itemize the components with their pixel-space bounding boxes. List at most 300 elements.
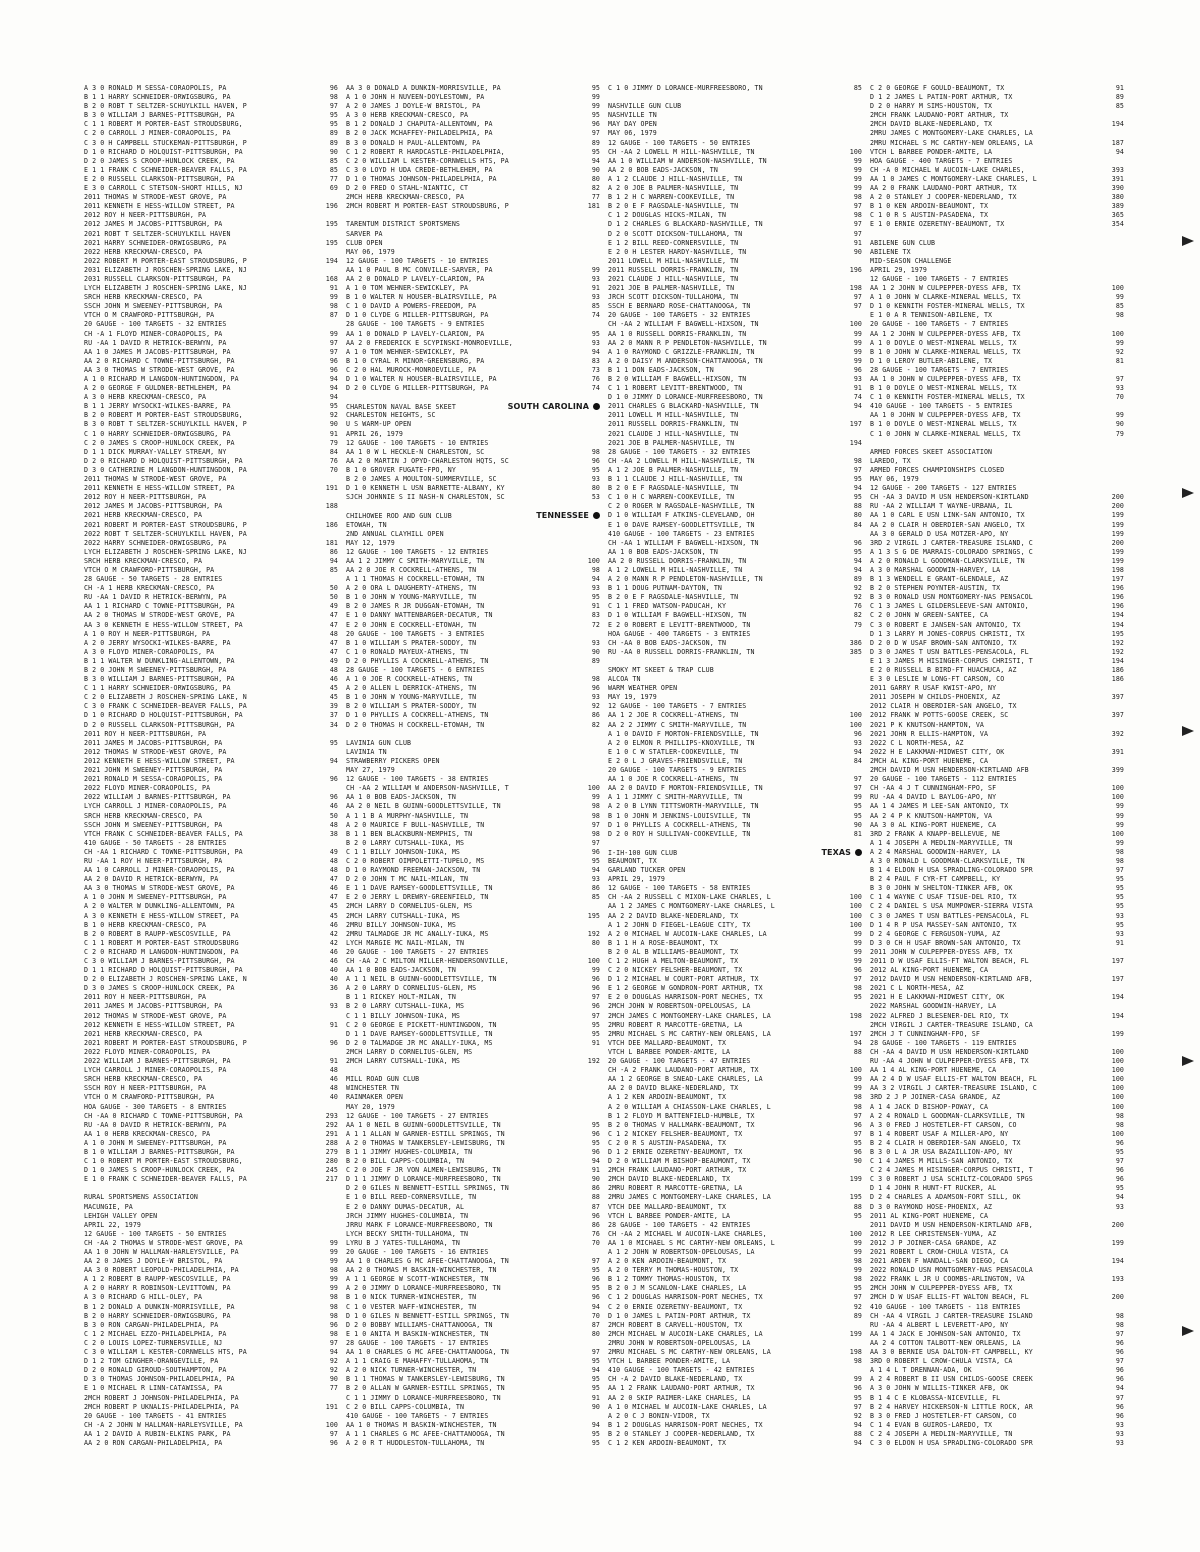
entry-text: C 1 2 ROBERT R HARDCASTLE-PHILADELPHIA,: [346, 147, 505, 156]
result-line: [84, 384, 338, 393]
score: 217: [325, 1175, 338, 1184]
score: 42: [329, 929, 338, 938]
result-line: [608, 157, 862, 166]
blank-line: [346, 1066, 600, 1075]
entry-text: A 2 0 JOE B PALMER-NASHVILLE, TN: [608, 184, 739, 193]
entry-text: RAINMAKER OPEN: [346, 1093, 403, 1102]
entry-text: C 1 0 RONALD MAYEUX-ATHENS, TN: [346, 647, 469, 656]
result-line: [608, 266, 862, 275]
score: 200: [1111, 538, 1124, 547]
result-line: [84, 948, 338, 957]
entry-text: C 1 1 ROBERT M PORTER-EAST STROUDSBURG: [84, 938, 239, 947]
score: 95: [1115, 875, 1124, 884]
score: 87: [591, 1202, 600, 1211]
result-line: [870, 684, 1124, 693]
entry-text: B 1 1 THOMAS W TANKERSLEY-LEWISBURG, TN: [346, 1375, 505, 1384]
score: 94: [329, 384, 338, 393]
result-line: [608, 1330, 862, 1339]
entry-text: 2MCH ROBERT M PORTER-EAST STROUDSBURG, P: [346, 202, 509, 211]
score: 95: [1115, 1184, 1124, 1193]
result-line: [346, 984, 600, 993]
result-line: [870, 1221, 1124, 1230]
result-line: [608, 939, 862, 948]
entry-text: B 2 0 JOHN M SWEENEY-PITTSBURGH, PA: [84, 666, 227, 674]
entry-text: E 2 0 JOHN E COCKRELL-ETOWAH, TN: [346, 620, 477, 629]
score: 100: [1111, 1066, 1124, 1075]
score: 99: [1115, 411, 1124, 420]
result-line: [870, 1439, 1124, 1448]
entry-text: AA 2 0 DAVID BLAKE-NEDERLAND, TX: [608, 1084, 739, 1093]
score: 94: [329, 756, 338, 765]
entry-text: B 1 0 WILLIAM S PRATER-SODDY, TN: [346, 638, 477, 647]
result-line: [870, 1002, 1124, 1011]
score: 99: [591, 102, 600, 111]
score: 48: [329, 856, 338, 865]
entry-text: AA 1 0 HERB KRECKMAN-CRESCO, PA: [84, 1129, 211, 1138]
score: 70: [591, 1238, 600, 1247]
entry-text: C 2 0 GEORGE F GOULD-BEAUMONT, TX: [870, 84, 1005, 92]
result-line: [84, 793, 338, 802]
result-line: [84, 702, 338, 711]
entry-text: B 2 0 BILL CAPPS-COLUMBIA, TN: [346, 1157, 465, 1166]
result-line: [84, 339, 338, 348]
score: 280: [325, 1157, 338, 1166]
score: 96: [329, 1038, 338, 1047]
entry-text: 2022 FLOYD MINER-CORAOPOLIS, PA: [84, 1047, 211, 1056]
result-line: [346, 1121, 600, 1130]
score: 47: [329, 893, 338, 902]
score: 95: [329, 402, 338, 411]
result-line: [84, 1366, 338, 1375]
result-line: [870, 802, 1124, 811]
entry-text: AA 3 2 VIRGIL J CARTER-TREASURE ISLAND, C: [870, 1084, 1037, 1093]
score: 292: [325, 1120, 338, 1129]
entry-text: SJCH JOHNNIE S II NASH-N CHARLESTON, SC: [346, 493, 505, 502]
entry-text: B 3 0 L A JR USA BAZAILLION-APO, NY: [870, 1147, 1013, 1156]
result-line: [84, 975, 338, 984]
entry-text: D 2 0 RUSSELL CLARKSON-PITTSBURGH, PA: [84, 720, 235, 729]
score: 97: [853, 202, 862, 211]
entry-text: 2MCH ROBERT J JOHNSON-PHILADELPHIA, PA: [84, 1393, 239, 1402]
result-line: [870, 1148, 1124, 1157]
entry-text: APRIL 26, 1979: [346, 429, 403, 438]
score: 98: [329, 1293, 338, 1302]
result-line: [608, 1248, 862, 1257]
result-line: [84, 666, 338, 675]
score: 100: [849, 1066, 862, 1075]
result-line: [84, 148, 338, 157]
result-line: [84, 1257, 338, 1266]
entry-text: 28 GAUGE - 100 TARGETS - 17 ENTRIES: [346, 1338, 489, 1347]
result-line: [608, 912, 862, 921]
result-line: [870, 148, 1124, 157]
result-line: [870, 1430, 1124, 1439]
club-header-line: [608, 848, 862, 857]
entry-text: 2012 DAVID M USN HENDERSON-KIRTLAND AFB,: [870, 975, 1033, 984]
entry-text: 2MRU MICHAEL S MC CARTHY-NEW ORLEANS, LA: [608, 1029, 771, 1038]
entry-text: A 1 0 TOM WEHNER-SEWICKLEY, PA: [346, 347, 469, 356]
result-line: [870, 320, 1124, 329]
entry-text: AA 1 0 DONALD P LAVELY-CLARION, PA: [346, 329, 485, 338]
entry-text: ARMED FORCES SKEET ASSOCIATION: [870, 447, 993, 456]
arrow-mark: [1182, 1326, 1194, 1336]
entry-text: E 3 0 CARROLL C STETSON-SHORT HILLS, NJ: [84, 184, 243, 193]
result-line: [870, 211, 1124, 220]
score: 390: [1111, 184, 1124, 193]
entry-text: C 2 0 R S AUSTIN-PASADENA, TX: [608, 1138, 727, 1147]
entry-text: A 1 1 CRAIG E MAHAFFY-TULLAHOMA, TN: [346, 1357, 489, 1366]
entry-text: 12 GAUGE - 100 TARGETS - 58 ENTRIES: [608, 884, 751, 893]
score: 94: [591, 866, 600, 875]
entry-text: 3RD 2 FRANK A KNAPP-BELLEVUE, NE: [870, 829, 1001, 838]
result-line: [870, 1330, 1124, 1339]
score: 196: [325, 202, 338, 211]
result-line: [608, 166, 862, 175]
result-line: [346, 320, 600, 329]
state-label: TEXAS: [821, 847, 851, 857]
result-line: [870, 1066, 1124, 1075]
entry-text: 2011 AL KING-PORT HUENEME, CA: [870, 1211, 989, 1220]
score: 100: [1111, 784, 1124, 793]
score: 392: [1111, 729, 1124, 738]
score: 47: [329, 875, 338, 884]
score: 42: [329, 938, 338, 947]
score: 97: [853, 293, 862, 302]
score: 96: [591, 984, 600, 993]
entry-text: LYCH ELIZABETH J ROSCHEN-SPRING LAKE, NJ: [84, 284, 247, 293]
result-line: [346, 593, 600, 602]
blank-line: [346, 502, 600, 511]
score: 96: [1115, 1411, 1124, 1420]
entry-text: D 1 0 KENNETH L USN BARNETTE-ALBANY, KY: [346, 484, 505, 493]
score: 76: [591, 375, 600, 383]
score: 92: [1115, 347, 1124, 356]
result-line: [608, 1002, 862, 1011]
score: 95: [591, 1284, 600, 1293]
entry-text: B 1 0 NICK TURNER-WINCHESTER, TN: [346, 1293, 477, 1302]
score: 94: [853, 556, 862, 565]
result-line: [870, 1366, 1124, 1375]
score: 98: [329, 1311, 338, 1320]
result-line: [84, 230, 338, 239]
score: 96: [853, 1147, 862, 1156]
entry-text: 28 GAUGE - 100 TARGETS - 32 ENTRIES: [608, 447, 751, 456]
entry-text: C 1 2 DOUGLAS HICKS-MILAN, TN: [608, 211, 727, 220]
result-line: [346, 1330, 600, 1339]
result-line: [870, 875, 1124, 884]
result-line: [346, 675, 600, 684]
score: 38: [329, 829, 338, 838]
score: 97: [1115, 866, 1124, 875]
entry-text: A 1 4 JOSEPH A MEDLIN-MARYVILLE, TN: [870, 838, 1013, 847]
result-line: [84, 1121, 338, 1130]
score: 47: [329, 647, 338, 656]
result-line: [84, 120, 338, 129]
result-line: [346, 366, 600, 375]
score: 95: [1115, 893, 1124, 902]
result-line: [608, 1375, 862, 1384]
entry-text: B 3 0 DONALD H PAUL-ALLENTOWN, PA: [346, 138, 481, 147]
score: 99: [853, 338, 862, 347]
score: 100: [849, 920, 862, 929]
entry-text: VTCH DEE MALLARD-BEAUMONT, TX: [608, 1038, 727, 1047]
score: 97: [591, 1348, 600, 1357]
score: 46: [329, 1075, 338, 1084]
result-line: [84, 757, 338, 766]
entry-text: JRCH JIMMY HUGHES-COLUMBIA, TN: [346, 1211, 469, 1220]
result-line: [608, 239, 862, 248]
blank-line: [346, 211, 600, 220]
score: 98: [591, 802, 600, 811]
result-line: [870, 1093, 1124, 1102]
entry-text: E 1 0 MICHAEL R LINN-CATAWISSA, PA: [84, 1384, 223, 1393]
entry-text: D 3 0 JAMES T USN BATTLES-PENSACOLA, FL: [870, 647, 1029, 656]
result-line: [84, 830, 338, 839]
score: 74: [591, 311, 600, 320]
entry-text: AA 3 0 THOMAS W STRODE-WEST GROVE, PA: [84, 365, 235, 374]
entry-text: A 2 0 MANN R P PENDLETON-NASHVILLE, TN: [608, 575, 763, 584]
result-line: [870, 593, 1124, 602]
score: 91: [591, 602, 600, 611]
entry-text: AA 1 0 BOB EADS-JACKSON, TN: [346, 793, 456, 802]
arrow-mark: [1182, 1056, 1194, 1066]
entry-text: B 2 0 E F RAGSDALE-NASHVILLE, TN: [608, 593, 739, 602]
score: 98: [1115, 856, 1124, 865]
result-line: [608, 448, 862, 457]
result-line: [346, 1048, 600, 1057]
result-line: [870, 1121, 1124, 1130]
result-line: [608, 457, 862, 466]
score: 200: [1111, 1293, 1124, 1302]
score: 50: [329, 584, 338, 593]
score: 46: [329, 947, 338, 956]
entry-text: A 2 0 ELMON R PHILLIPS-KNOXVILLE, TN: [608, 738, 755, 747]
score: 91: [591, 1393, 600, 1402]
entry-text: D 1 1 DAVE RAMSEY-GOODLETTSVILLE, TN: [346, 1029, 493, 1038]
result-line: [346, 1348, 600, 1357]
result-line: [870, 302, 1124, 311]
result-line: [870, 1403, 1124, 1412]
entry-text: 2022 RONALD USN MONTGOMERY-NAS PENSACOLA: [870, 1266, 1033, 1275]
result-line: [608, 1148, 862, 1157]
result-line: [870, 1357, 1124, 1366]
result-line: [84, 166, 338, 175]
result-line: [608, 402, 862, 411]
entry-text: 2021 RONALD M SESSA-CORAOPOLIS, PA: [84, 775, 223, 784]
entry-text: NASHVILLE GUN CLUB: [608, 102, 682, 111]
result-line: [84, 1212, 338, 1221]
result-line: [608, 1266, 862, 1275]
entry-text: A 2 0 JIMMY D LORANCE-MURFREESBORO, TN: [346, 1284, 501, 1293]
result-line: [608, 784, 862, 793]
result-line: [870, 1239, 1124, 1248]
entry-text: D 1 0 WALTER N HOUSER-BLAIRSVILLE, PA: [346, 375, 497, 383]
entry-text: D 3 0 CH H USAF BROWN-SAN ANTONIO, TX: [870, 938, 1021, 947]
entry-text: D 1 0 PHYLLIS A COCKRELL-ATHENS, TN: [608, 820, 751, 829]
score: 96: [591, 975, 600, 984]
score: 95: [329, 111, 338, 120]
result-line: [608, 984, 862, 993]
score: 47: [329, 638, 338, 647]
result-line: [346, 757, 600, 766]
entry-text: C 2 0 ERNIE OZERETNY-BEAUMONT, TX: [608, 1302, 743, 1311]
score: 92: [853, 1411, 862, 1420]
result-line: [84, 539, 338, 548]
entry-text: C 3 0 ROBERT J USA SCHILTZ-COLORADO SPGS: [870, 1175, 1033, 1184]
entry-text: E 1 3 JAMES M HISINGER-CORPUS CHRISTI, T: [870, 656, 1033, 665]
entry-text: 28 GAUGE - 100 TARGETS - 42 ENTRIES: [608, 1220, 751, 1229]
result-line: [346, 357, 600, 366]
entry-text: AA 1 2 JOHN W CULPEPPER-DYESS AFB, TX: [870, 329, 1021, 338]
result-line: [84, 1203, 338, 1212]
score: 99: [591, 265, 600, 274]
entry-text: AA 1 1 RICHARD C TOWNE-PITTSBURGH, PA: [84, 602, 235, 611]
result-line: [84, 202, 338, 211]
result-line: [84, 748, 338, 757]
entry-text: A 2 0 NICK TURNER-WINCHESTER, TN: [346, 1366, 477, 1375]
entry-text: D 1 2 TOM GINGHER-ORANGEVILLE, PA: [84, 1357, 219, 1366]
score: 199: [1111, 1238, 1124, 1247]
score: 45: [329, 911, 338, 920]
entry-text: 2012 JAMES M JACOBS-PITTSBURGH, PA: [84, 502, 223, 511]
score: 94: [853, 565, 862, 574]
result-line: [870, 784, 1124, 793]
entry-text: SRCH HERB KRECKMAN-CRESCO, PA: [84, 556, 203, 565]
score: 94: [853, 1420, 862, 1429]
result-line: [346, 902, 600, 911]
score: 98: [853, 984, 862, 993]
entry-text: A 2 0 ORA L DAUGHERTY-ATHENS, TN: [346, 584, 477, 593]
result-line: [608, 739, 862, 748]
entry-text: B 2 0 LARRY CUTSHALL-IUKA, MS: [346, 1002, 465, 1011]
result-line: [870, 757, 1124, 766]
score: 97: [591, 820, 600, 829]
entry-text: D 1 0 GILES N BENNETT-ESTILL SPRINGS, TN: [346, 1311, 509, 1320]
result-line: [870, 675, 1124, 684]
score: 85: [591, 893, 600, 902]
score: 96: [853, 966, 862, 975]
entry-text: A 1 0 JOHN M SWEENEY-PITTSBURGH, PA: [84, 893, 227, 902]
entry-text: AA 3 0 DONALD A DUNKIN-MORRISVILLE, PA: [346, 84, 501, 92]
score: 86: [591, 1184, 600, 1193]
score: 40: [329, 1093, 338, 1102]
entry-text: 12 GAUGE - 100 TARGETS - 7 ENTRIES: [608, 702, 747, 711]
score: 85: [591, 302, 600, 311]
entry-text: CH -AA 0 RICHARD C TOWNE-PITTSBURGH, PA: [84, 1111, 243, 1120]
entry-text: E 1 2 GEORGE W GONDRON-PORT ARTHUR, TX: [608, 984, 763, 993]
entry-text: 2MCH FRANK LAUDANO-PORT ARTHUR, TX: [608, 1166, 747, 1175]
result-line: [870, 220, 1124, 229]
result-line: [870, 1339, 1124, 1348]
result-line: [346, 230, 600, 239]
result-line: [870, 293, 1124, 302]
result-line: [608, 302, 862, 311]
result-line: [608, 948, 862, 957]
result-line: [346, 875, 600, 884]
result-line: [84, 1166, 338, 1175]
score: 94: [591, 1366, 600, 1375]
entry-text: WARM WEATHER OPEN: [608, 684, 678, 693]
entry-text: A 1 1 CHARLES G MC AFEE-CHATTANOOGA, TN: [346, 1429, 505, 1438]
result-line: [870, 1021, 1124, 1030]
score: 76: [591, 1229, 600, 1238]
score: 199: [849, 1329, 862, 1338]
state-heading: [508, 402, 600, 411]
entry-text: D 3 0 RAYMOND HOSE-PHOENIX, AZ: [870, 1202, 993, 1211]
score: 91: [1115, 84, 1124, 92]
score: 98: [853, 1357, 862, 1366]
score: 195: [325, 238, 338, 247]
score: 99: [1115, 820, 1124, 829]
score: 99: [1115, 338, 1124, 347]
result-line: [870, 175, 1124, 184]
result-line: [346, 530, 600, 539]
result-line: [608, 802, 862, 811]
result-line: [84, 1130, 338, 1139]
entry-text: 2021 JOE B PALMER-NASHVILLE, TN: [608, 284, 735, 293]
entry-text: C 1 0 H C WARREN-COOKEVILLE, TN: [608, 493, 735, 502]
score: 97: [853, 975, 862, 984]
entry-text: 2012 FRANK W POTTS-GOOSE CREEK, SC: [870, 711, 1009, 720]
result-line: [870, 266, 1124, 275]
score: 49: [329, 602, 338, 611]
result-line: [870, 939, 1124, 948]
entry-text: LAREDO, TX: [870, 456, 911, 465]
result-line: [608, 129, 862, 138]
entry-text: E 2 0 L J GRAVES-FRIENDSVILLE, TN: [608, 756, 743, 765]
entry-text: AA 2 4 COTTON TALBOTT-NEW ORLEANS, LA: [870, 1338, 1021, 1347]
entry-text: AA 2 0 SKIP RAIMER-LAKE CHARLES, LA: [608, 1393, 751, 1402]
score: 100: [1111, 1129, 1124, 1138]
score: 93: [1115, 929, 1124, 938]
blank-line: [84, 1184, 338, 1193]
entry-text: A 1 1 JIMMY C SMITH-MARYVILLE, TN: [608, 793, 743, 802]
entry-text: 2012 ROY H NEER-PITTSBURGH, PA: [84, 211, 207, 220]
result-line: [84, 766, 338, 775]
entry-text: AA 1 2 JAMES C MONTGOMERY-LAKE CHARLES, L: [608, 902, 775, 911]
entry-text: APRIL 29, 1979: [608, 875, 665, 884]
result-line: [84, 484, 338, 493]
entry-text: C 1 1 FRED WATSON-PADUCAH, KY: [608, 602, 727, 611]
score: 95: [853, 1211, 862, 1220]
result-line: [608, 1212, 862, 1221]
score: 46: [329, 884, 338, 893]
result-line: [608, 648, 862, 657]
entry-text: CH -A 0 MICHAEL W AUCOIN-LAKE CHARLES,: [870, 165, 1025, 174]
result-line: [84, 848, 338, 857]
entry-text: 28 GAUGE - 100 TARGETS - 6 ENTRIES: [346, 666, 485, 674]
result-line: [870, 1412, 1124, 1421]
entry-text: 2011 JAMES M JACOBS-PITTSBURGH, PA: [84, 1002, 223, 1011]
result-line: [870, 648, 1124, 657]
entry-text: C 1 2 DOUGLAS HARRISON-PORT NECHES, TX: [608, 1293, 763, 1302]
entry-text: AA 3 0 THOMAS W STRODE-WEST GROVE, PA: [84, 884, 235, 893]
result-line: [608, 320, 862, 329]
score: 90: [853, 247, 862, 256]
result-line: [346, 375, 600, 384]
result-line: [84, 1239, 338, 1248]
entry-text: A 1 1 ALLAN W GARNER-ESTILL SPRINGS, TN: [346, 1129, 505, 1138]
score: 89: [853, 1311, 862, 1320]
result-line: [84, 675, 338, 684]
score: 99: [1115, 293, 1124, 302]
result-line: [870, 921, 1124, 930]
score: 98: [591, 447, 600, 456]
entry-text: B 1 1 RICKEY HOLT-MILAN, TN: [346, 993, 456, 1002]
score: 96: [1115, 1375, 1124, 1384]
score: 186: [325, 520, 338, 529]
entry-text: A 2 0 STANLEY J COOPER-NEDERLAND, TX: [870, 193, 1017, 202]
